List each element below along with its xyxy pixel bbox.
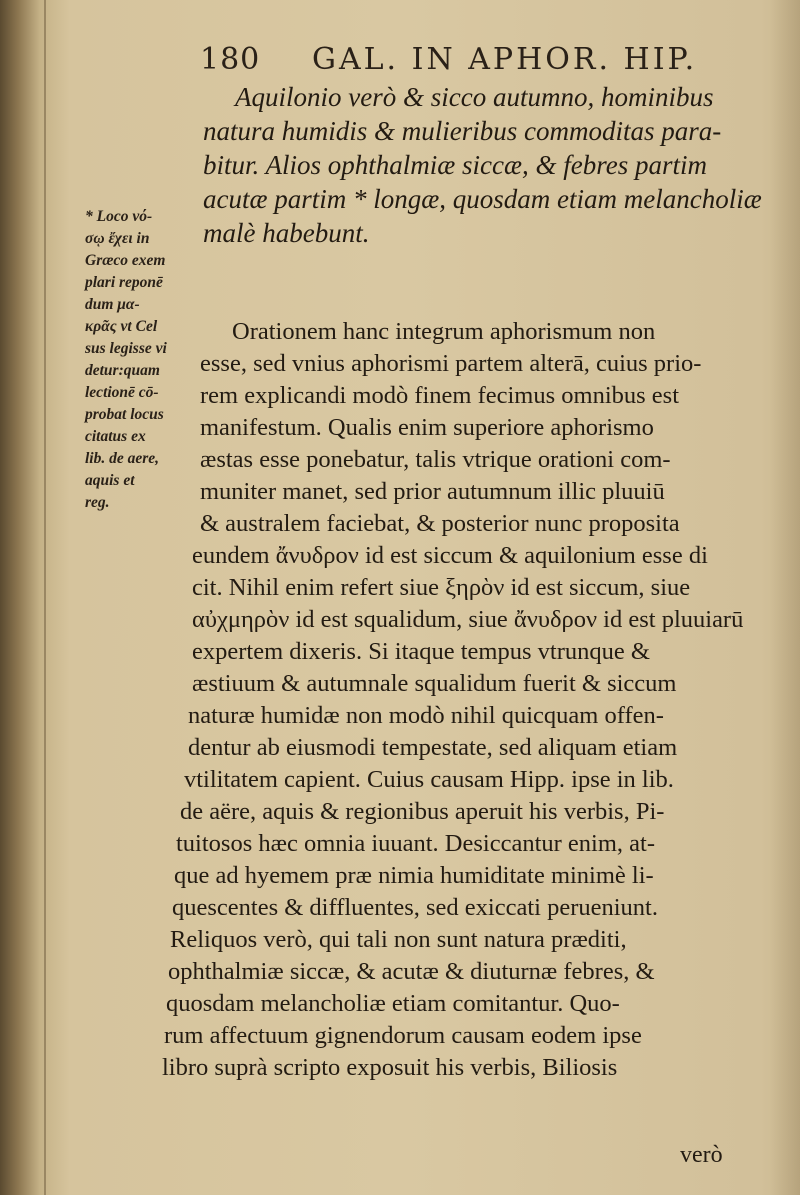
- commentary-line: manifestum. Qualis enim superiore aphorismo: [200, 414, 654, 441]
- commentary-line: expertem dixeris. Si itaque tempus vtrunque &: [192, 638, 650, 665]
- page-gutter: [44, 0, 46, 1195]
- running-title: GAL. IN APHOR. HIP.: [312, 42, 698, 77]
- commentary-line: vtilitatem capient. Cuius causam Hipp. ipse in lib.: [184, 766, 674, 793]
- aphorism-line: bitur. Alios ophthalmiæ siccæ, & febres partim: [203, 150, 708, 180]
- commentary-line: de aëre, aquis & regionibus aperuit his verbis, Pi-: [180, 798, 665, 825]
- commentary-line: muniter manet, sed prior autumnum illic pluuiū: [200, 478, 665, 505]
- commentary-line: libro suprà scripto exposuit his verbis, Biliosis: [162, 1054, 618, 1081]
- commentary-line: αὐχμηρὸν id est squalidum, siue ἄνυδρον id est pluuiarū: [192, 606, 744, 633]
- margin-note-line: * Loco νό-: [85, 208, 153, 225]
- margin-note-line: Græco exem: [85, 252, 166, 269]
- margin-note-line: κρᾶς vt Cel: [85, 318, 158, 335]
- margin-note-line: plari reponē: [85, 274, 163, 291]
- commentary-line: quescentes & diffluentes, sed exiccati perueniunt.: [172, 894, 658, 921]
- page-header: [200, 42, 740, 82]
- commentary-line: cit. Nihil enim refert siue ξηρὸν id est siccum, siue: [192, 574, 691, 601]
- commentary-line: rum affectuum gignendorum causam eodem ipse: [164, 1022, 642, 1049]
- commentary-line: rem explicandi modò finem fecimus omnibus est: [200, 382, 680, 409]
- commentary-line: esse, sed vnius aphorismi partem alterā, cuius prio-: [200, 350, 702, 377]
- commentary-line: Reliquos verò, qui tali non sunt natura præditi,: [170, 926, 627, 953]
- margin-note-line: detur:quam: [85, 362, 160, 379]
- commentary-line: eundem ἄνυδρον id est siccum & aquilonium esse di: [192, 542, 708, 569]
- aphorism-line: acutæ partim * longæ, quosdam etiam melancholiæ: [203, 184, 762, 214]
- margin-note-line: lectionē cō-: [85, 384, 159, 401]
- margin-note-line: probat locus: [85, 406, 164, 423]
- commentary-line: naturæ humidæ non modò nihil quicquam offen-: [188, 702, 664, 729]
- margin-note-line: sus legisse vi: [85, 340, 167, 357]
- page-number: 180: [200, 42, 261, 77]
- commentary-line: quosdam melancholiæ etiam comitantur. Quo-: [166, 990, 620, 1017]
- aphorism-line: Aquilonio verò & sicco autumno, hominibus: [235, 82, 714, 112]
- margin-note-line: citatus ex: [85, 428, 146, 445]
- commentary-line: que ad hyemem præ nimia humiditate minimè li-: [174, 862, 654, 889]
- commentary-line: dentur ab eiusmodi tempestate, sed aliquam etiam: [188, 734, 678, 761]
- catchword: verò: [680, 1142, 723, 1168]
- page-edge-shadow: [770, 0, 800, 1195]
- aphorism-line: malè habebunt.: [203, 218, 370, 248]
- commentary-line: Orationem hanc integrum aphorismum non: [232, 318, 656, 345]
- margin-note-line: lib. de aere,: [85, 450, 160, 467]
- margin-note-line: σῳ ἔχει in: [85, 230, 150, 247]
- margin-note-line: aquis et: [85, 472, 135, 489]
- margin-note-line: reg.: [85, 494, 110, 511]
- commentary-line: tuitosos hæc omnia iuuant. Desiccantur enim, at-: [176, 830, 656, 857]
- margin-note-line: dum μα-: [85, 296, 140, 313]
- commentary-line: ophthalmiæ siccæ, & acutæ & diuturnæ febres, &: [168, 958, 655, 985]
- commentary-line: æstiuum & autumnale squalidum fuerit & siccum: [192, 670, 677, 697]
- commentary-line: & australem faciebat, & posterior nunc proposita: [200, 510, 680, 537]
- aphorism-line: natura humidis & mulieribus commoditas para-: [203, 116, 722, 146]
- commentary-line: æstas esse ponebatur, talis vtrique orationi com-: [200, 446, 671, 473]
